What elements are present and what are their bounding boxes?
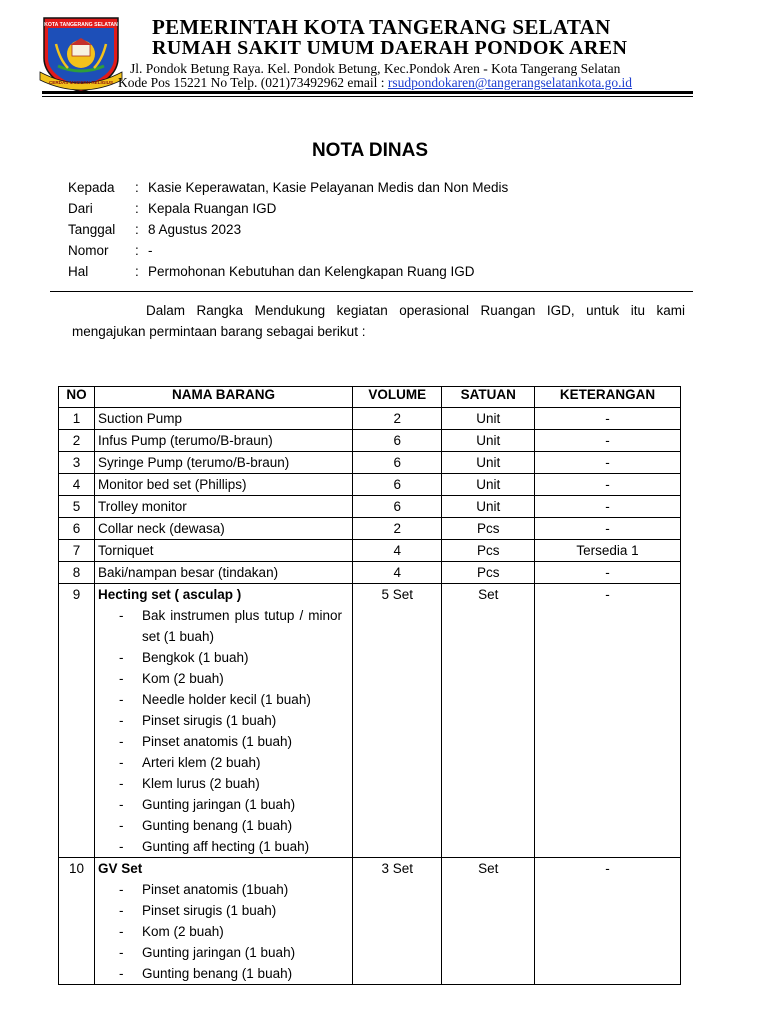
cell-volume: 2 xyxy=(353,518,442,540)
list-item: - Gunting benang (1 buah) xyxy=(98,963,352,984)
letterhead-contact xyxy=(118,75,632,91)
meta-label: Hal xyxy=(68,264,89,279)
table-row xyxy=(59,540,681,562)
table-row xyxy=(59,518,681,540)
meta-label: Kepada xyxy=(68,180,115,195)
cell-note: - xyxy=(534,562,680,584)
letterhead-contact-text: Kode Pos 15221 No Telp. (021)73492962 email : xyxy=(118,75,388,90)
cell-item-name: Infus Pump (terumo/B-braun) xyxy=(94,430,352,452)
list-item: - Needle holder kecil (1 buah) xyxy=(98,689,352,710)
table-header-row xyxy=(59,387,681,408)
cell-note: - xyxy=(534,408,680,430)
cell-unit: Set xyxy=(442,858,535,985)
header-item-name: NAMA BARANG xyxy=(94,387,352,408)
cell-item-name: Trolley monitor xyxy=(94,496,352,518)
component-list xyxy=(98,605,352,857)
table-row xyxy=(59,584,681,858)
item-set-name: Hecting set ( asculap ) xyxy=(97,587,242,602)
logo-motto: CERDAS MODERN RELIGIUS xyxy=(48,80,114,85)
cell-unit: Set xyxy=(442,584,535,858)
list-item: - Kom (2 buah) xyxy=(98,921,352,942)
cell-item-name: Torniquet xyxy=(94,540,352,562)
cell-item-name: Syringe Pump (terumo/B-braun) xyxy=(94,452,352,474)
cell-unit: Unit xyxy=(442,408,535,430)
cell-no: 9 xyxy=(59,584,95,858)
list-item: - Gunting jaringan (1 buah) xyxy=(98,794,352,815)
header-volume: VOLUME xyxy=(353,387,442,408)
section-divider xyxy=(50,291,693,292)
meta-label: Dari xyxy=(68,201,93,216)
intro-text: Dalam Rangka Mendukung kegiatan operasional Ruangan IGD, untuk itu kami mengajukan permintaan barang sebagai berikut : xyxy=(72,303,685,339)
cell-item-name: Monitor bed set (Phillips) xyxy=(94,474,352,496)
meta-value: 8 Agustus 2023 xyxy=(148,222,242,237)
list-item: - Bengkok (1 buah) xyxy=(98,647,352,668)
cell-unit: Pcs xyxy=(442,562,535,584)
meta-colon: : xyxy=(135,222,139,237)
cell-no: 2 xyxy=(59,430,95,452)
meta-colon: : xyxy=(135,243,139,258)
cell-no: 10 xyxy=(59,858,95,985)
component-list xyxy=(98,879,352,984)
letterhead-address: Jl. Pondok Betung Raya. Kel. Pondok Betung, Kec.Pondok Aren - Kota Tangerang Selatan xyxy=(130,61,621,76)
email-link[interactable]: rsudpondokaren@tangerangselatankota.go.id xyxy=(387,75,633,90)
table-row xyxy=(59,858,681,985)
cell-note: - xyxy=(534,430,680,452)
cell-volume: 6 xyxy=(353,496,442,518)
cell-no: 6 xyxy=(59,518,95,540)
cell-note: - xyxy=(534,858,680,985)
cell-unit: Pcs xyxy=(442,518,535,540)
cell-note: Tersedia 1 xyxy=(534,540,680,562)
list-item: - Gunting aff hecting (1 buah) xyxy=(98,836,352,857)
meta-value: Kasie Keperawatan, Kasie Pelayanan Medis dan Non Medis xyxy=(148,180,509,195)
cell-item-name-with-components xyxy=(94,858,352,985)
cell-item-name: Collar neck (dewasa) xyxy=(94,518,352,540)
cell-no: 4 xyxy=(59,474,95,496)
cell-unit: Unit xyxy=(442,474,535,496)
cell-volume: 4 xyxy=(353,562,442,584)
cell-no: 1 xyxy=(59,408,95,430)
list-item: - Pinset anatomis (1 buah) xyxy=(98,731,352,752)
cell-unit: Pcs xyxy=(442,540,535,562)
letterhead-rule-thin xyxy=(42,96,693,97)
cell-no: 8 xyxy=(59,562,95,584)
meta-label: Tanggal xyxy=(68,222,116,237)
cell-volume: 5 Set xyxy=(353,584,442,858)
cell-volume: 2 xyxy=(353,408,442,430)
header-note: KETERANGAN xyxy=(534,387,680,408)
cell-note: - xyxy=(534,518,680,540)
letterhead-hospital-name: RUMAH SAKIT UMUM DAERAH PONDOK AREN xyxy=(152,37,628,59)
cell-unit: Unit xyxy=(442,430,535,452)
list-item: - Pinset sirugis (1 buah) xyxy=(98,900,352,921)
meta-value: Kepala Ruangan IGD xyxy=(148,201,277,216)
cell-volume: 3 Set xyxy=(353,858,442,985)
cell-no: 5 xyxy=(59,496,95,518)
logo-text: KOTA TANGERANG SELATAN xyxy=(44,22,118,28)
table-row xyxy=(59,452,681,474)
list-item: - Kom (2 buah) xyxy=(98,668,352,689)
list-item: - Gunting benang (1 buah) xyxy=(98,815,352,836)
document-title: NOTA DINAS xyxy=(311,140,429,161)
city-emblem-logo xyxy=(38,14,124,96)
meta-colon: : xyxy=(135,201,139,216)
table-row xyxy=(59,562,681,584)
cell-no: 7 xyxy=(59,540,95,562)
list-item: - Bak instrumen plus tutup / minor set (1 buah) xyxy=(98,605,352,647)
letterhead-rule-thick xyxy=(42,91,693,94)
cell-volume: 6 xyxy=(353,452,442,474)
table-row xyxy=(59,496,681,518)
table-row xyxy=(59,408,681,430)
intro-paragraph xyxy=(72,300,685,342)
cell-item-name: Baki/nampan besar (tindakan) xyxy=(94,562,352,584)
table-row xyxy=(59,474,681,496)
table-row xyxy=(59,430,681,452)
cell-volume: 6 xyxy=(353,474,442,496)
list-item: - Gunting jaringan (1 buah) xyxy=(98,942,352,963)
meta-colon: : xyxy=(135,264,139,279)
cell-note: - xyxy=(534,452,680,474)
cell-no: 3 xyxy=(59,452,95,474)
cell-note: - xyxy=(534,496,680,518)
cell-unit: Unit xyxy=(442,452,535,474)
item-set-name: GV Set xyxy=(97,861,143,876)
list-item: - Pinset sirugis (1 buah) xyxy=(98,710,352,731)
list-item: - Pinset anatomis (1buah) xyxy=(98,879,352,900)
request-items-table xyxy=(58,386,681,985)
meta-colon: : xyxy=(135,180,139,195)
meta-value: Permohonan Kebutuhan dan Kelengkapan Ruang IGD xyxy=(148,264,475,279)
cell-item-name: Suction Pump xyxy=(94,408,352,430)
meta-value: - xyxy=(148,243,153,258)
cell-volume: 6 xyxy=(353,430,442,452)
list-item: - Arteri klem (2 buah) xyxy=(98,752,352,773)
cell-note: - xyxy=(534,474,680,496)
cell-note: - xyxy=(534,584,680,858)
letterhead-government-name: PEMERINTAH KOTA TANGERANG SELATAN xyxy=(152,15,611,39)
list-item: - Klem lurus (2 buah) xyxy=(98,773,352,794)
meta-label: Nomor xyxy=(68,243,109,258)
header-unit: SATUAN xyxy=(442,387,535,408)
cell-volume: 4 xyxy=(353,540,442,562)
header-no: NO xyxy=(59,387,95,408)
cell-unit: Unit xyxy=(442,496,535,518)
cell-item-name-with-components xyxy=(94,584,352,858)
